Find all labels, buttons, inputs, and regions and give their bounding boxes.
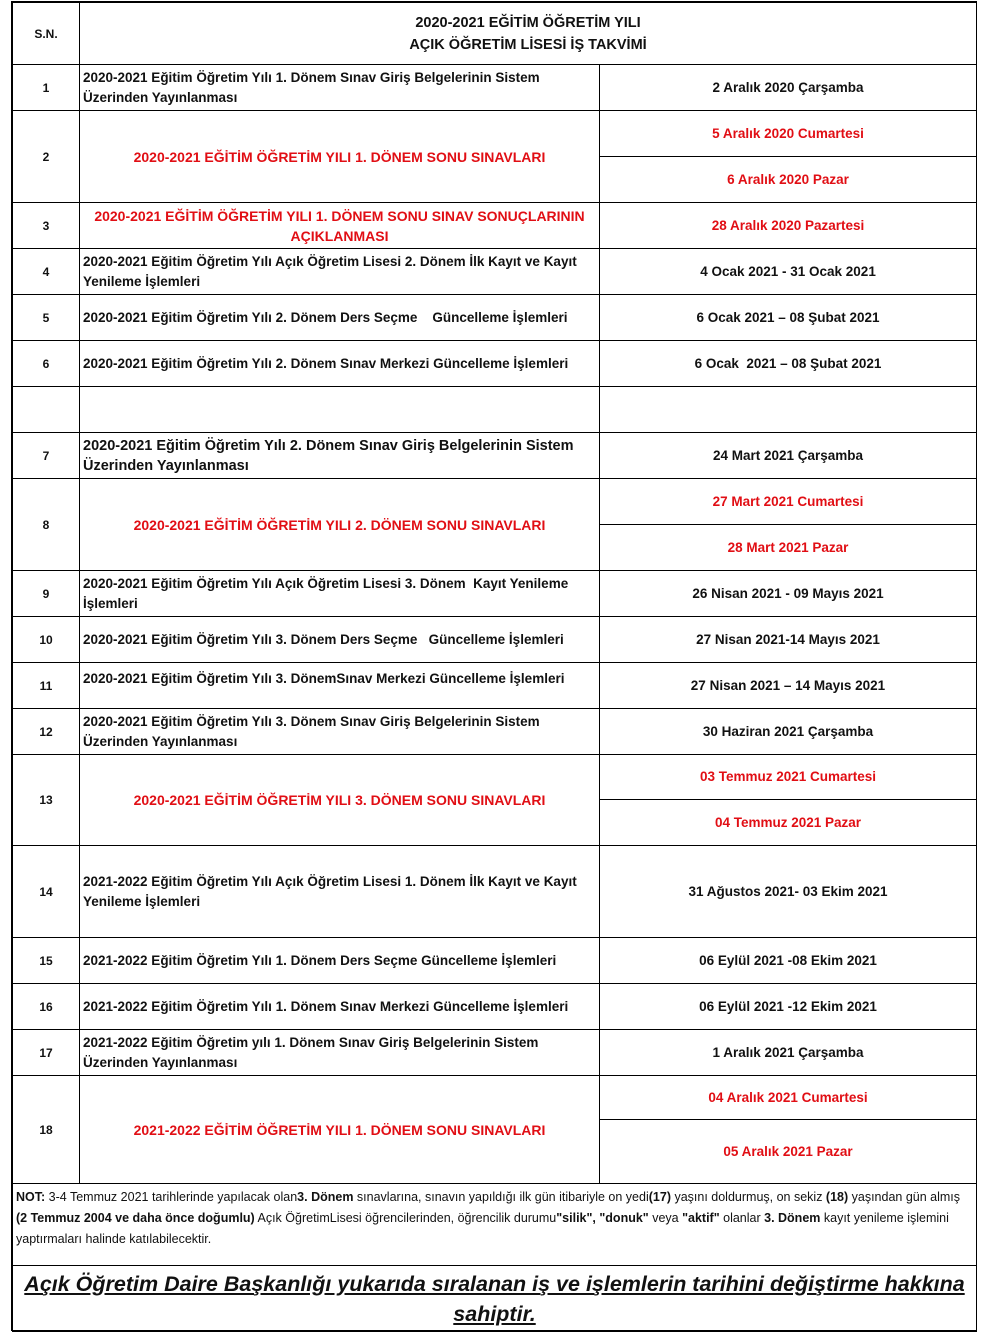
- table-row: [13, 341, 977, 387]
- exam-task-cell: 2020-2021 EĞİTİM ÖĞRETİM YILI 1. DÖNEM SONU SINAV SONUÇLARININ AÇIKLANMASI: [80, 203, 600, 249]
- empty-cell: [600, 387, 977, 433]
- row-number: 6: [13, 341, 80, 387]
- note-bold: (18): [825, 1190, 849, 1204]
- title-line-2: AÇIK ÖĞRETİM LİSESİ İŞ TAKVİMİ: [409, 36, 647, 53]
- table-row: [13, 1076, 977, 1120]
- row-number: 1: [13, 65, 80, 111]
- task-cell: 2021-2022 Eğitim Öğretim yılı 1. Dönem Sınav Giriş Belgelerinin Sistem Üzerinden Yayınlanması: [80, 1030, 600, 1076]
- table-row: [13, 295, 977, 341]
- note-text: 3-4 Temmuz 2021 tarihlerinde yapılacak olan: [45, 1190, 298, 1204]
- date-cell: 06 Eylül 2021 -08 Ekim 2021: [600, 938, 977, 984]
- row-number: 5: [13, 295, 80, 341]
- table-row: [13, 755, 977, 800]
- date-cell: 6 Ocak 2021 – 08 Şubat 2021: [600, 295, 977, 341]
- task-cell: 2020-2021 Eğitim Öğretim Yılı 2. Dönem Ders Seçme Güncelleme İşlemleri: [80, 295, 600, 341]
- table-row: [13, 709, 977, 755]
- task-cell: 2020-2021 Eğitim Öğretim Yılı Açık Öğretim Lisesi 2. Dönem İlk Kayıt ve Kayıt Yenileme İşlemleri: [80, 249, 600, 295]
- exam-task-cell: 2020-2021 EĞİTİM ÖĞRETİM YILI 2. DÖNEM SONU SINAVLARI: [80, 479, 600, 571]
- note-label: NOT:: [16, 1190, 46, 1204]
- exam-date-cell: 27 Mart 2021 Cumartesi: [600, 479, 977, 525]
- date-cell: 27 Nisan 2021-14 Mayıs 2021: [600, 617, 977, 663]
- calendar-table: [12, 2, 977, 1332]
- date-cell: 24 Mart 2021 Çarşamba: [600, 433, 977, 479]
- row-number: 3: [13, 203, 80, 249]
- note-bold: "aktif": [682, 1211, 720, 1225]
- date-cell: 27 Nisan 2021 – 14 Mayıs 2021: [600, 663, 977, 709]
- date-cell: 31 Ağustos 2021- 03 Ekim 2021: [600, 846, 977, 938]
- date-cell: 4 Ocak 2021 - 31 Ocak 2021: [600, 249, 977, 295]
- note-text: Açık ÖğretimLisesi öğrencilerinden, öğrencilik durumu: [254, 1211, 557, 1225]
- title-line-1: 2020-2021 EĞİTİM ÖĞRETİM YILI: [415, 14, 641, 31]
- date-cell: 6 Ocak 2021 – 08 Şubat 2021: [600, 341, 977, 387]
- exam-task-cell: 2020-2021 EĞİTİM ÖĞRETİM YILI 3. DÖNEM SONU SINAVLARI: [80, 755, 600, 846]
- table-row: [13, 479, 977, 525]
- table-row: [13, 111, 977, 157]
- row-number: 17: [13, 1030, 80, 1076]
- table-row: [13, 65, 977, 111]
- header-row: [13, 3, 977, 65]
- exam-task-cell: 2020-2021 EĞİTİM ÖĞRETİM YILI 1. DÖNEM SONU SINAVLARI: [80, 111, 600, 203]
- table-row: [13, 617, 977, 663]
- note-paragraph: [13, 1184, 977, 1266]
- footer-disclaimer: Açık Öğretim Daire Başkanlığı yukarıda sıralanan iş ve işlemlerin tarihini değiştirme hakkına sahiptir.: [13, 1266, 977, 1332]
- row-number: 4: [13, 249, 80, 295]
- note-text: kayıt yenileme işlemini yaptırmaları halinde katılabilecektir.: [16, 1211, 949, 1246]
- exam-date-cell: 04 Temmuz 2021 Pazar: [600, 800, 977, 846]
- page-title: [80, 3, 977, 65]
- table-row: [13, 984, 977, 1030]
- date-cell: 26 Nisan 2021 - 09 Mayıs 2021: [600, 571, 977, 617]
- task-cell: 2021-2022 Eğitim Öğretim Yılı Açık Öğretim Lisesi 1. Dönem İlk Kayıt ve Kayıt Yenileme İşlemleri: [80, 846, 600, 938]
- empty-cell: [13, 387, 80, 433]
- exam-date-cell: 5 Aralık 2020 Cumartesi: [600, 111, 977, 157]
- task-cell: 2020-2021 Eğitim Öğretim Yılı 1. Dönem Sınav Giriş Belgelerinin Sistem Üzerinden Yayınlanması: [80, 65, 600, 111]
- row-number: 13: [13, 755, 80, 846]
- table-row: [13, 663, 977, 709]
- task-cell: 2020-2021 Eğitim Öğretim Yılı 2. Dönem Sınav Giriş Belgelerinin Sistem Üzerinden Yayınlanması: [80, 433, 600, 479]
- row-number: 12: [13, 709, 80, 755]
- note-row: [13, 1184, 977, 1266]
- task-cell: 2021-2022 Eğitim Öğretim Yılı 1. Dönem Sınav Merkezi Güncelleme İşlemleri: [80, 984, 600, 1030]
- table-row: [13, 846, 977, 938]
- table-row: [13, 571, 977, 617]
- note-bold: (2 Temmuz 2004 ve daha önce doğumlu): [16, 1211, 255, 1225]
- note-text: olanlar: [719, 1211, 765, 1225]
- row-number: 10: [13, 617, 80, 663]
- table-row: [13, 1030, 977, 1076]
- row-number: 8: [13, 479, 80, 571]
- date-cell: 06 Eylül 2021 -12 Ekim 2021: [600, 984, 977, 1030]
- empty-row: [13, 387, 977, 433]
- empty-cell: [80, 387, 600, 433]
- task-cell: 2021-2022 Eğitim Öğretim Yılı 1. Dönem Ders Seçme Güncelleme İşlemleri: [80, 938, 600, 984]
- date-cell: 1 Aralık 2021 Çarşamba: [600, 1030, 977, 1076]
- calendar-document: [11, 1, 977, 1331]
- note-text: veya: [648, 1211, 683, 1225]
- date-cell: 2 Aralık 2020 Çarşamba: [600, 65, 977, 111]
- task-cell: 2020-2021 Eğitim Öğretim Yılı 2. Dönem Sınav Merkezi Güncelleme İşlemleri: [80, 341, 600, 387]
- task-cell: 2020-2021 Eğitim Öğretim Yılı 3. Dönem Ders Seçme Güncelleme İşlemleri: [80, 617, 600, 663]
- exam-date-cell: 28 Aralık 2020 Pazartesi: [600, 203, 977, 249]
- task-cell: 2020-2021 Eğitim Öğretim Yılı 3. Dönem Sınav Giriş Belgelerinin Sistem Üzerinden Yayınlanması: [80, 709, 600, 755]
- row-number: 9: [13, 571, 80, 617]
- exam-date-cell: 05 Aralık 2021 Pazar: [600, 1120, 977, 1184]
- row-number: 16: [13, 984, 80, 1030]
- note-text: yaşını doldurmuş, on sekiz: [670, 1190, 826, 1204]
- note-bold: "silik", "donuk": [556, 1211, 649, 1225]
- note-bold: (17): [648, 1190, 671, 1204]
- exam-date-cell: 6 Aralık 2020 Pazar: [600, 157, 977, 203]
- exam-date-cell: 03 Temmuz 2021 Cumartesi: [600, 755, 977, 800]
- table-row: [13, 249, 977, 295]
- exam-date-cell: 04 Aralık 2021 Cumartesi: [600, 1076, 977, 1120]
- table-row: [13, 938, 977, 984]
- note-text: sınavlarına, sınavın yapıldığı ilk gün itibariyle on yedi: [353, 1190, 649, 1204]
- note-bold: 3. Dönem: [297, 1190, 354, 1204]
- row-number: 18: [13, 1076, 80, 1184]
- task-cell: 2020-2021 Eğitim Öğretim Yılı 3. DönemSınav Merkezi Güncelleme İşlemleri: [80, 663, 600, 709]
- task-cell: 2020-2021 Eğitim Öğretim Yılı Açık Öğretim Lisesi 3. Dönem Kayıt Yenileme İşlemleri: [80, 571, 600, 617]
- row-number: 14: [13, 846, 80, 938]
- row-number: 15: [13, 938, 80, 984]
- table-row: [13, 203, 977, 249]
- date-cell: 30 Haziran 2021 Çarşamba: [600, 709, 977, 755]
- exam-task-cell: 2021-2022 EĞİTİM ÖĞRETİM YILI 1. DÖNEM SONU SINAVLARI: [80, 1076, 600, 1184]
- exam-date-cell: 28 Mart 2021 Pazar: [600, 525, 977, 571]
- row-number: 11: [13, 663, 80, 709]
- footer-row: [13, 1266, 977, 1332]
- sn-header: S.N.: [13, 3, 80, 65]
- note-bold: 3. Dönem: [764, 1211, 821, 1225]
- row-number: 7: [13, 433, 80, 479]
- row-number: 2: [13, 111, 80, 203]
- table-row: [13, 433, 977, 479]
- note-text: yaşından gün almış: [848, 1190, 961, 1204]
